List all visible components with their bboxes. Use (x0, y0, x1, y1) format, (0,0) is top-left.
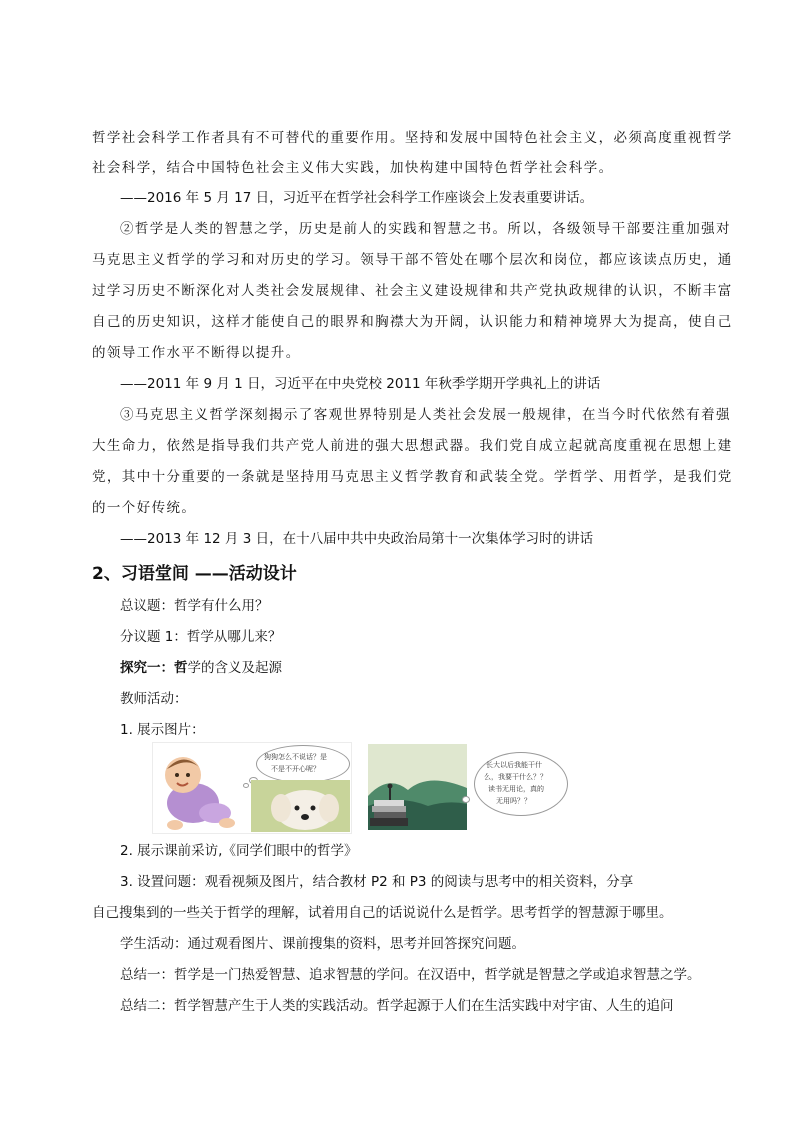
quote3-line2: 大生命力，依然是指导我们共产党人前进的强大思想武器。我们党自成立起就高度重视在思想上建 (92, 438, 733, 454)
teacher-activity-label: 教师活动： (120, 691, 188, 707)
bubble1-line1: 狗狗怎么不说话？是 (264, 753, 327, 761)
step-1: 1. 展示图片： (120, 722, 205, 738)
quote2-line5: 的领导工作水平不断得以提升。 (92, 345, 301, 361)
quote2-line4: 自己的历史知识，这样才能使自己的眼界和胸襟大为开阔，认识能力和精神境界大为提高，使自己 (92, 314, 733, 330)
bubble2-line4: 无用吗？？ (496, 797, 531, 805)
quote1-line1: 哲学社会科学工作者具有不可替代的重要作用。坚持和发展中国特色社会主义，必须高度重视哲学 (92, 130, 733, 146)
books-landscape-illustration (368, 744, 467, 830)
quote2-source: ——2011 年 9 月 1 日，习近平在中央党校 2011 年秋季学期开学典礼上的讲话 (120, 376, 601, 392)
thought-bubble-future (470, 752, 570, 816)
section-heading: 2、习语堂间 ——活动设计 (92, 564, 297, 584)
puppy-illustration (251, 780, 350, 832)
student-activity: 学生活动：通过观看图片、课前搜集的资料，思考并回答探究问题。 (120, 936, 525, 952)
summary-2: 总结二：哲学智慧产生于人类的实践活动。哲学起源于人们在生活实践中对宇宙、人生的追问 (120, 998, 674, 1014)
quote1-source-text: ——2016 年 5 月 17 日，习近平在哲学社会科学工作座谈会上发表重要讲话。 (120, 190, 594, 206)
bubble2-line2: 么，我要干什么？？ (484, 773, 547, 781)
quote3-source: ——2013 年 12 月 3 日，在十八届中共中央政治局第十一次集体学习时的讲话 (120, 531, 594, 547)
landscape-picture (368, 744, 467, 830)
quote2-line1: ②哲学是人类的智慧之学，历史是前人的实践和智慧之书。所以，各级领导干部要注重加强对 (120, 221, 731, 237)
puppy-photo (251, 780, 350, 832)
step-2: 2. 展示课前采访,《同学们眼中的哲学》 (120, 843, 358, 859)
overall-topic: 总议题：哲学有什么用？ (120, 598, 269, 614)
subtopic-1: 分议题 1：哲学从哪儿来？ (120, 629, 282, 645)
quote3-line3: 党，其中十分重要的一条就是坚持用马克思主义哲学教育和武装全党。学哲学、用哲学，是我们党 (92, 469, 733, 485)
quote2-line3: 过学习历史不断深化对人类社会发展规律、社会主义建设规律和共产党执政规律的认识，不断丰富 (92, 283, 733, 299)
quote3-line1: ③马克思主义哲学深刻揭示了客观世界特别是人类社会发展一般规律，在当今时代依然有着强 (120, 407, 731, 423)
step-3-line1: 3. 设置问题：观看视频及图片，结合教材 P2 和 P3 的阅读与思考中的相关资料，分享 (120, 874, 634, 890)
bubble2-line1: 长大以后我能干什 (486, 761, 542, 769)
quote1-line2: 社会科学，结合中国特色社会主义伟大实践，加快构建中国特色哲学社会科学。 (92, 160, 614, 176)
thought-bubble-dog (256, 745, 350, 783)
summary-1: 总结一：哲学是一门热爱智慧、追求智慧的学问。在汉语中，哲学就是智慧之学或追求智慧之学。 (120, 967, 701, 983)
step-3-line2: 自己搜集到的一些关于哲学的理解，试着用自己的话说说什么是哲学。思考哲学的智慧源于哪里。 (92, 905, 673, 921)
bubble2-line3: 读书无用论，真的 (488, 785, 544, 793)
explore-one-bold: 探究一：哲 (120, 660, 188, 676)
explore-one (120, 658, 282, 678)
quote3-line4: 的一个好传统。 (92, 500, 197, 516)
bubble1-line2: 不是不开心呢？ (271, 765, 320, 773)
quote2-line2: 马克思主义哲学的学习和对历史的学习。领导干部不管处在哪个层次和岗位，都应该读点历史，通 (92, 252, 733, 268)
explore-one-rest: 学的含义及起源 (187, 660, 282, 676)
